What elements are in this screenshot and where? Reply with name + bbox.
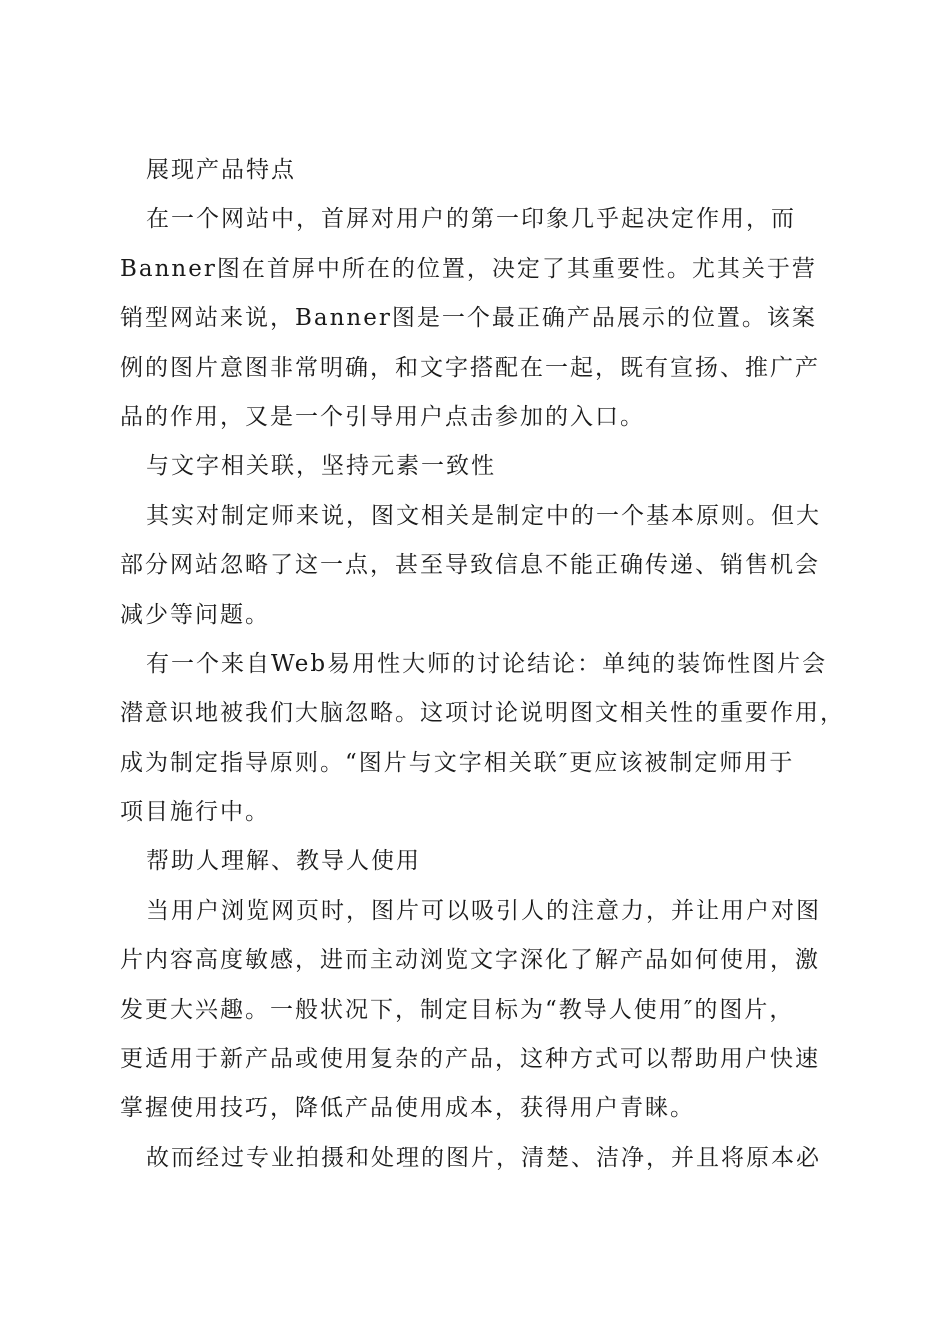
paragraph-line: 例的图片意图非常明确，和文字搭配在一起，既有宣扬、推广产 bbox=[120, 354, 820, 381]
paragraph-line: 片内容高度敏感，进而主动浏览文字深化了解产品如何使用，激 bbox=[120, 947, 820, 974]
paragraph-line: 发更大兴趣。一般状况下，制定目标为“教导人使用″的图片， bbox=[120, 996, 795, 1023]
paragraph-line: 掌握使用技巧，降低产品使用成本，获得用户青睐。 bbox=[120, 1095, 695, 1122]
paragraph-line: Banner图在首屏中所在的位置，决定了其重要性。尤其关于营 bbox=[120, 255, 817, 282]
paragraph-line: 项目施行中。 bbox=[120, 799, 270, 826]
paragraph-line: 更适用于新产品或使用复杂的产品，这种方式可以帮助用户快速 bbox=[120, 1046, 820, 1073]
paragraph-line: 潜意识地被我们大脑忽略。这项讨论说明图文相关性的重要作用， bbox=[120, 700, 845, 727]
paragraph-line: 销型网站来说，Banner图是一个最正确产品展示的位置。该案 bbox=[120, 305, 817, 332]
paragraph-line: 部分网站忽略了这一点，甚至导致信息不能正确传递、销售机会 bbox=[120, 552, 820, 579]
paragraph-line: 当用户浏览网页时，图片可以吸引人的注意力，并让用户对图 bbox=[146, 897, 821, 924]
paragraph-line: 其实对制定师来说，图文相关是制定中的一个基本原则。但大 bbox=[146, 502, 821, 529]
paragraph-line: 成为制定指导原则。“图片与文字相关联″更应该被制定师用于 bbox=[120, 749, 795, 776]
section-heading: 与文字相关联，坚持元素一致性 bbox=[146, 453, 496, 480]
paragraph-line: 减少等问题。 bbox=[120, 601, 270, 628]
section-heading: 帮助人理解、教导人使用 bbox=[146, 848, 421, 875]
section-heading: 展现产品特点 bbox=[146, 157, 296, 183]
document-body bbox=[120, 146, 845, 1183]
paragraph-line: 故而经过专业拍摄和处理的图片，清楚、洁净，并且将原本必 bbox=[146, 1144, 821, 1171]
paragraph-line: 在一个网站中，首屏对用户的第一印象几乎起决定作用，而 bbox=[146, 206, 796, 233]
paragraph-line: 品的作用，又是一个引导用户点击参加的入口。 bbox=[120, 403, 645, 430]
paragraph-line: 有一个来自Web易用性大师的讨论结论：单纯的装饰性图片会 bbox=[146, 650, 828, 677]
